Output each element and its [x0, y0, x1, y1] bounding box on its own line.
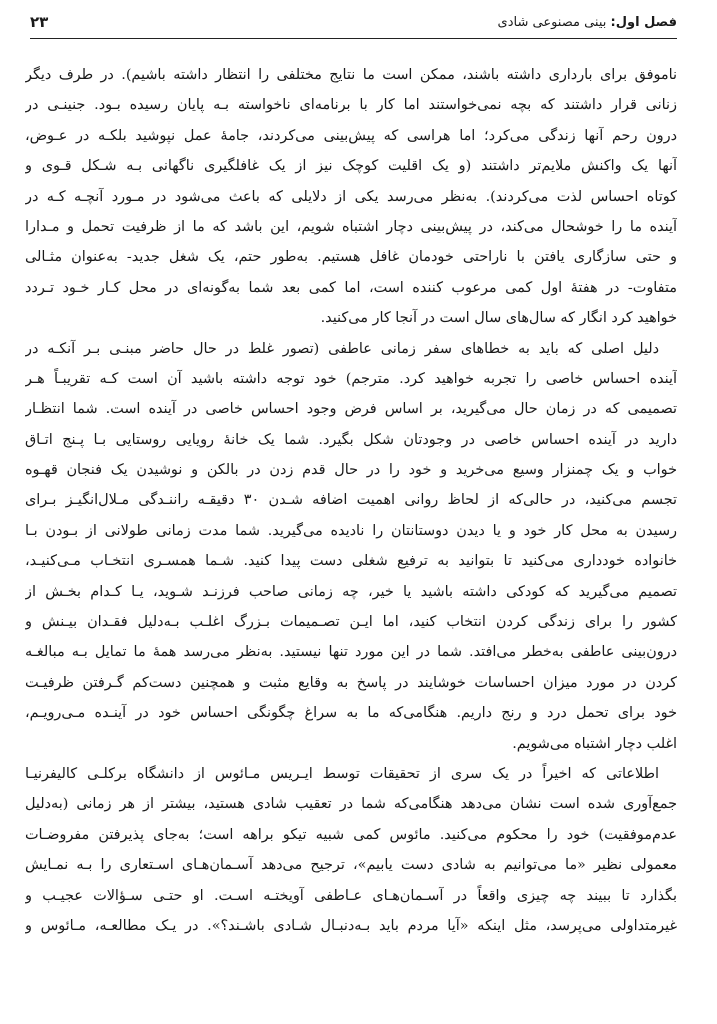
- text-line: کشور را برای زندگی کردن انتخاب کنید، اما ایـن تصـمیمات بـزرگ اغلـب بـه‌دلیل فقـدان بیـنش و: [25, 614, 677, 631]
- text-line: دارید در آینده احساس خاصی در وجودتان شکل بگیرد. شما یک خانهٔ رویایی روستایی بـا پـنج اتـاق: [25, 431, 677, 448]
- text-line: کردن در مورد میزان احساسات خوشایند در پاسخ به وقایع مثبت و همچنین دست‌کم گـرفتن ظرفیـت: [25, 674, 677, 691]
- text-line: تجسم می‌کنید، در حالی‌که از لحاظ روانی اهمیت اضافه شـدن ۳۰ دقیقـه راننـدگی مـلال‌انگیـز بـرای: [25, 492, 677, 509]
- text-line: کوتاه احساس لذت می‌کردند). به‌نظر می‌رسد یکی از دلایلی که باعث می‌شود در مـورد آنچـه کـه در: [25, 188, 677, 205]
- text-line: آنها یک واکنش ملایم‌تر داشتند (و یک اقلیت کوچک نیز از یک غافلگیری ناگهانی بـه شـکل قـوی و: [25, 158, 677, 175]
- body-text: [25, 60, 677, 941]
- text-line: متفاوت- در هفتهٔ اول کمی مرعوب کننده است، اما کمی بعد شما به‌گونه‌ای در محل کـار خـود تـردد: [25, 279, 677, 296]
- text-line: دلیل اصلی که باید به خطاهای سفر زمانی عاطفی (تصور غلط در حال حاضر مبنـی بـر آنکـه در: [25, 340, 659, 357]
- text-line: آینده احساس خاصی را تجربه خواهید کرد. مترجم) خود توجه داشته باشید آن است کـه تقریبـاً هـر: [25, 370, 677, 387]
- text-line: ناموفق برای بارداری داشته باشند، ممکن است ما نتایج مختلفی را انتظار داشته باشیم). در طرف دیگر: [25, 67, 677, 83]
- text-line: خواب و یک چمنزار وسیع می‌خرید و خود را در حال قدم زدن در بالکن و نوشیدن یک فنجان قهـوه: [25, 462, 677, 479]
- chapter-name: بینی مصنوعی شادی: [497, 14, 611, 30]
- text-line: درون رحم آنها زندگی می‌کرد؛ اما هراسی که پیش‌بینی می‌کردند، جامهٔ عمل نپوشید بلکـه در عـوض،: [25, 127, 677, 144]
- text-line: تصمیمی که در زمان حال می‌گیرید، بر اساس فرض وجود احساس خاصی در آینده است. شما انتظـار: [25, 401, 677, 418]
- chapter-label: فصل اول:: [610, 14, 677, 30]
- text-line: آینده ما را خوشحال می‌کند، در پیش‌بینی دچار اشتباه شویم، این باشد که ما از ظرفیت تحمل و مـدارا: [25, 218, 677, 235]
- text-line: خانواده خودداری می‌کنید تا بتوانید به ترفیع شغلی دست پیدا کنید. شـما همسـری انتخـاب مـی‌کنیـد،: [25, 553, 677, 570]
- chapter-title: [498, 15, 677, 30]
- text-line: درون‌بینی عاطفی به‌خطر می‌افتد. شما در این مورد تنها نیستید. به‌نظر می‌رسد همهٔ ما تمایل بـه مبالغـه: [25, 644, 677, 661]
- page-number: ۲۳: [30, 13, 49, 31]
- running-header: [30, 8, 677, 36]
- text-line: معمولی نظیر «ما می‌توانیم به شادی دست یابیم»، ترجیح می‌دهد آسـمان‌هـای اسـتعاری را بـه نمـایش: [25, 857, 677, 874]
- text-line: زنانی قرار داشتند که بچه نمی‌خواستند اما کار با برنامه‌ای ناخواسته بـه پایان رسیده بـود. جنینـی در: [25, 97, 677, 114]
- text-line: رسیدن به محل کار خود و یا دیدن دوستانتان را نادیده می‌گیرید. شما مدت زمانی طولانی از بـودن بـا: [25, 522, 677, 539]
- text-line: جمع‌آوری شده است نشان می‌دهد هنگامی‌که شما در تعقیب شادی هستید، بیشتر از هر زمانی (به‌دلیل: [25, 796, 677, 813]
- text-line: اغلب دچار اشتباه می‌شویم.: [512, 735, 677, 752]
- text-line: تصمیم می‌گیرید که کودکی داشته باشید یا خیر، چه زمانی صاحب فرزنـد شـوید، یـا کـدام بخـش از: [25, 583, 677, 600]
- text-line: خواهید کرد انگار که سال‌های سال است در آنجا کار می‌کنید.: [320, 310, 677, 327]
- text-line: بگذارد تا ببیند چه چیزی واقعاً در آسـمان‌هـای عـاطفی آویختـه اسـت. او حتـی سـؤالات عجیـب و: [25, 887, 677, 904]
- text-line: و حتی سازگاری یافتن با ناراحتی خودمان غافل هستیم. به‌طور حتم، یک شغل جدید- به‌عنوان مثـالی: [25, 249, 677, 266]
- text-line: غیرمتداولی می‌پرسد، مثل اینکه «آیا مردم باید بـه‌دنبـال شـادی باشـند؟». در یـک مطالعـه، مـائوس و: [25, 917, 677, 934]
- text-line: اطلاعاتی که اخیراً در یک سری از تحقیقات توسط ایـریس مـائوس از دانشگاه برکلـی کالیفرنیـا: [25, 765, 659, 782]
- text-line: عدم‌موفقیت) خود را محکوم می‌کنید. مائوس کمی شبیه تیکو براهه است؛ به‌جای پذیرفتن مفروضـات: [25, 826, 677, 843]
- text-line: خود برای تحمل درد و رنج داریم. هنگامی‌که ما به سراغ چگونگی احساس خود در آینـده مـی‌رویـم،: [25, 705, 677, 722]
- header-divider: [30, 38, 677, 39]
